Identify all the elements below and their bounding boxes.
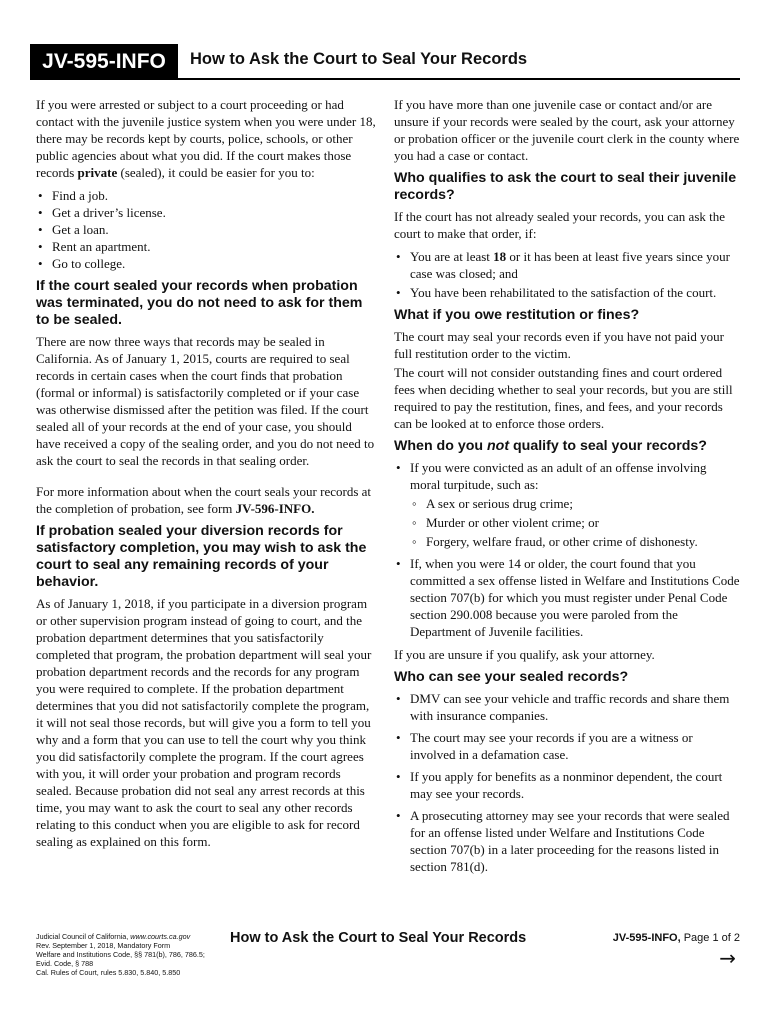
list-item: • Find a job. (36, 187, 378, 204)
page-number: JV-595-INFO, Page 1 of 2 (612, 932, 740, 944)
section-heading-who-can-see: Who can see your sealed records? (394, 669, 629, 685)
sublist-item: ◦ Murder or other violent crime; or (410, 514, 740, 531)
qualify-intro: If the court has not already sealed your records, you can ask the court to make that order, if: (394, 209, 726, 241)
left-column (36, 96, 378, 856)
three-ways-paragraph: There are now three ways that records may be sealed in California. As of January 1, 2015, courts are required to seal records in certain cases when the court finds that probation (formal or informal) is satisfactorily completed or if your case was otherwise dismissed after the petition was filed. If the court sealed all of your records at the end of your case, you should have received a copy of the sealing order, and you do not need to ask the court to seal the records in that sealing order. (36, 334, 375, 468)
list-item: • Go to college. (36, 255, 378, 272)
who-can-see-list (394, 690, 740, 875)
list-item: • The court may see your records if you are a witness or involved in a defamation case. (394, 729, 740, 763)
right-column (394, 96, 740, 881)
list-item: • DMV can see your vehicle and traffic records and share them with insurance companies. (394, 690, 740, 724)
unsure-paragraph: If you are unsure if you qualify, ask your attorney. (394, 647, 655, 662)
benefits-list (36, 187, 378, 272)
section-heading-court-sealed: If the court sealed your records when probation was terminated, you do not need to ask for them to be sealed. (36, 278, 363, 328)
list-item: • If you apply for benefits as a nonminor dependent, the court may see your records. (394, 768, 740, 802)
list-item: • Get a loan. (36, 221, 378, 238)
sublist-item: ◦ A sex or serious drug crime; (410, 495, 740, 512)
qualify-list (394, 248, 740, 301)
section-heading-not-qualify: When do you not qualify to seal your records? (394, 438, 707, 454)
intro-paragraph: If you were arrested or subject to a court proceeding or had contact with the juvenile justice system when you were under 18, there may be records kept by courts, police, schools, or other public agencies about what you did. If the court makes those records private (sealed), it could be easier for you to: (36, 97, 376, 180)
list-item: • You have been rehabilitated to the satisfaction of the court. (394, 284, 740, 301)
list-item: • If you were convicted as an adult of an offense involving moral turpitude, such as: ◦ A sex or serious drug crime; ◦ Murder or other violent crime; or ◦ Forgery, welfare fraud, or other crime of dishonesty. (394, 459, 740, 550)
form-id-badge: JV-595-INFO (30, 44, 178, 80)
multiple-cases-paragraph: If you have more than one juvenile case or contact and/or are unsure if your records were sealed by the court, ask your attorney or probation officer or the juvenile court clerk in the county where you had a case or contact. (394, 97, 740, 163)
form-footer (36, 930, 740, 990)
offense-sublist (410, 495, 740, 550)
section-heading-diversion: If probation sealed your diversion records for satisfactory completion, you may wish to ask the court to seal any remaining records of your behavior. (36, 523, 367, 590)
footer-citations: Judicial Council of California, www.courts.ca.gov Rev. September 1, 2018, Mandatory Form Welfare and Institutions Code, §§ 781(b), 786, 786.5; Evid. Code, § 788 Cal. Rules of Court, rules 5.830, 5.840, 5.850 (36, 932, 205, 977)
section-heading-who-qualifies: Who qualifies to ask the court to seal their juvenile records? (394, 170, 737, 203)
next-page-arrow-icon[interactable]: → (719, 946, 736, 970)
form-header (30, 44, 740, 80)
more-info-paragraph: For more information about when the court seals your records at the completion of probation, see form JV-596-INFO. (36, 484, 372, 516)
fines-paragraph: The court will not consider outstanding fines and court ordered fees when deciding whether to seal your records, but you are still required to pay the restitution, fines, and fees, and your records can be looked at to enforce those orders. (394, 365, 733, 431)
list-item: • If, when you were 14 or older, the court found that you committed a sex offense listed in Welfare and Institutions Code section 707(b) for which you must register under Penal Code section 290.008 because you were paroled from the Department of Juvenile facilities. (394, 555, 740, 640)
not-qualify-list (394, 459, 740, 640)
footer-title: How to Ask the Court to Seal Your Records (230, 930, 527, 946)
diversion-paragraph: As of January 1, 2018, if you participate in a diversion program or other supervision program instead of going to court, and the probation department determines that you satisfactorily completed that program, the probation department will seal your probation department records and the records for any program you were required to complete. If the probation department determines that you did not satisfactorily complete the program, it will not seal those records, but will give you a form to tell you why and a form that you can use to tell the court why you think you did satisfactorily complete the program. If the court agrees with you, it will order your probation and program records sealed. Because probation did not seal any arrest records at this time, you may want to ask the court to seal any other records relating to this conduct when you are eligible to ask for record sealing as explained on this form. (36, 596, 372, 849)
list-item: • Rent an apartment. (36, 238, 378, 255)
header-divider (30, 78, 740, 80)
form-reference-link: JV-596-INFO. (235, 501, 315, 516)
list-item: • You are at least 18 or it has been at least five years since your case was closed; and (394, 248, 740, 282)
sublist-item: ◦ Forgery, welfare fraud, or other crime of dishonesty. (410, 533, 740, 550)
restitution-paragraph: The court may seal your records even if you have not paid your full restitution order to the victim. (394, 329, 724, 361)
list-item: • A prosecuting attorney may see your records that were sealed for an offense listed under Welfare and Institutions Code section 707(b) in a later proceeding for the reasons listed in section 781(d). (394, 807, 740, 875)
section-heading-restitution: What if you owe restitution or fines? (394, 307, 640, 323)
form-title: How to Ask the Court to Seal Your Records (190, 50, 528, 68)
courts-website-link[interactable]: www.courts.ca.gov (130, 932, 191, 941)
list-item: • Get a driver’s license. (36, 204, 378, 221)
